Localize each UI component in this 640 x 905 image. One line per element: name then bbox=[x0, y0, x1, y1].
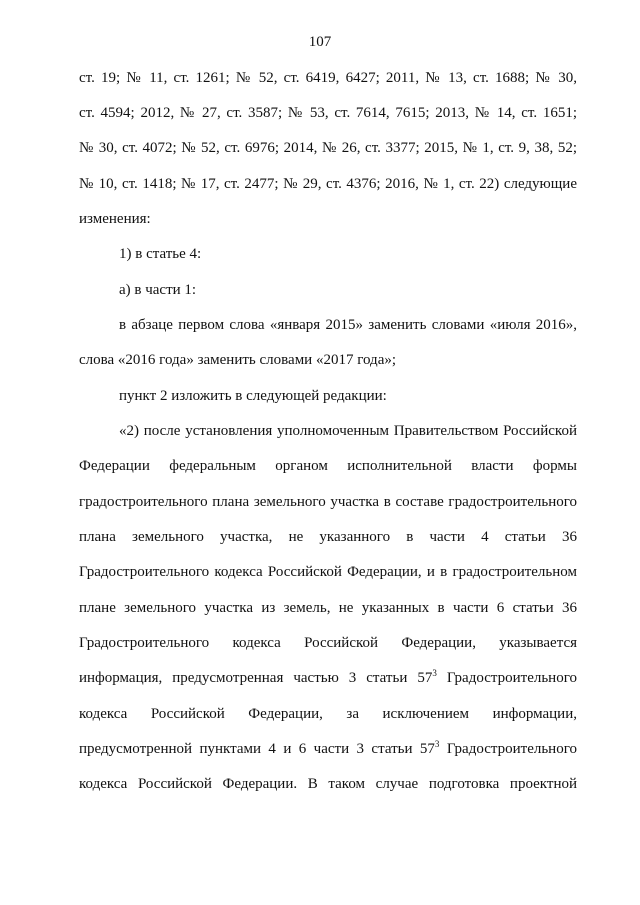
text-line: изменения: bbox=[79, 211, 151, 227]
text-segment: Градостроительного bbox=[439, 741, 577, 757]
text-line: Градостроительного кодекса Российской Федерации, и в градостроительном bbox=[79, 564, 577, 580]
quoted-paragraph-first-line: «2) после установления уполномоченным Правительством Российской bbox=[119, 423, 577, 439]
superscript: 3 bbox=[434, 739, 440, 749]
text-line: слова «2016 года» заменить словами «2017 года»; bbox=[79, 352, 397, 368]
superscript: 3 bbox=[432, 668, 437, 678]
list-item-marker: 1) в статье 4: bbox=[119, 246, 202, 262]
text-line: № 30, ст. 4072; № 52, ст. 6976; 2014, № 26, ст. 3377; 2015, № 1, ст. 9, 38, 52; bbox=[79, 140, 577, 156]
page-number: 107 bbox=[308, 34, 332, 50]
text-line: Федерации федеральным органом исполнительной власти формы bbox=[79, 458, 577, 474]
text-segment: информация, предусмотренная частью 3 статьи 57 bbox=[79, 670, 433, 686]
text-line: кодекса Российской Федерации, за исключением информации, bbox=[79, 706, 577, 722]
text-line: кодекса Российской Федерации. В таком случае подготовка проектной bbox=[79, 776, 577, 792]
text-segment: Градостроительного bbox=[436, 670, 577, 686]
text-line-with-superscript bbox=[79, 669, 577, 687]
text-line: плана земельного участка, не указанного в части 4 статьи 36 bbox=[79, 529, 577, 545]
text-line: № 10, ст. 1418; № 17, ст. 2477; № 29, ст. 4376; 2016, № 1, ст. 22) следующие bbox=[79, 176, 577, 192]
sub-item-marker: а) в части 1: bbox=[119, 282, 197, 298]
paragraph-line: пункт 2 изложить в следующей редакции: bbox=[119, 388, 387, 404]
text-line: плане земельного участка из земель, не указанных в части 6 статьи 36 bbox=[79, 600, 577, 616]
text-segment: предусмотренной пунктами 4 и 6 части 3 статьи 57 bbox=[79, 741, 435, 757]
text-line: ст. 19; № 11, ст. 1261; № 52, ст. 6419, 6427; 2011, № 13, ст. 1688; № 30, bbox=[79, 70, 577, 86]
text-line: Градостроительного кодекса Российской Федерации, указывается bbox=[79, 635, 577, 651]
text-line: ст. 4594; 2012, № 27, ст. 3587; № 53, ст. 7614, 7615; 2013, № 14, ст. 1651; bbox=[79, 105, 577, 121]
paragraph-first-line: в абзаце первом слова «января 2015» заменить словами «июля 2016», bbox=[119, 317, 577, 333]
text-line: градостроительного плана земельного участка в составе градостроительного bbox=[79, 494, 577, 510]
text-line-with-superscript bbox=[79, 740, 577, 758]
